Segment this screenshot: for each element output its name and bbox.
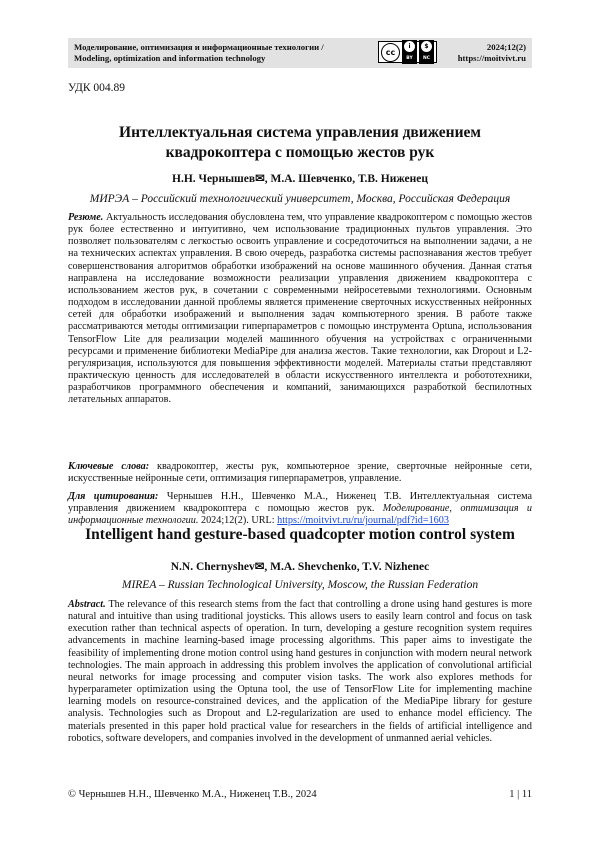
cc-icon: cc (381, 43, 400, 62)
page-footer (68, 789, 532, 800)
citation-label: Для цитирования: (68, 491, 159, 502)
abstract-ru-text: Актуальность исследования обусловлена тем, что управление квадрокоптером с помощью жестов рук более естественно и интуитивно, чем использование традиционных пультов управления. Это позволяет пользователям с легкостью освоить управление и сосредоточиться на выполнении задачи, а не на технических аспектах управления. В свою очередь, разработка системы распознавания жестов требует совершенствования алгоритмов обработки изображений на основе машинного обучения. Данная статья направлена на исследование возможности реализации управления движением квадрокоптера с использованием жестов рук, в сочетании с современными нейросетевыми технологиями. Основным подходом в исследовании данной проблемы является применение сверточных искусственных нейронных сетей для обработки изображений и выполнения задач компьютерного зрения. В работе также рассматриваются методы оптимизации гиперпараметров с помощью инструмента Optuna, использования TensorFlow Lite для реализации моделей машинного обучения на устройствах с ограниченными ресурсами и применение библиотеки MediaPipe для анализа жестов. Такие технологии, как Dropout и L2-регуляризация, используются для повышения эффективности моделей. Материалы статьи представляют практическую ценность для исследователей в области искусственного интеллекта и робототехники, разработчиков программного обеспечения и компаний, занимающихся разработкой беспилотных летательных аппаратов. (68, 212, 532, 406)
abstract-ru (68, 212, 532, 407)
nc-label: NC (422, 56, 431, 61)
copyright: © Чернышев Н.Н., Шевченко М.А., Ниженец Т.В., 2024 (68, 789, 317, 800)
authors-en (68, 559, 532, 573)
citation-journal: Моделирование, оптимизация и информационные технологии. (68, 503, 532, 527)
issue-number: 2024;12(2) (486, 42, 526, 52)
nc-icon: $ (420, 40, 433, 53)
affiliation-ru: МИРЭА – Российский технологический университет, Москва, Российская Федерация (89, 193, 511, 205)
by-icon: i (403, 40, 416, 53)
citation-issue: 2024;12(2). URL: (200, 515, 275, 527)
affiliation-en: MIREA – Russian Technological University, Moscow, the Russian Federation (121, 579, 479, 591)
citation-url-link[interactable]: https://moitvivt.ru/ru/journal/pdf?id=1603 (277, 515, 449, 527)
keywords-ru (68, 461, 532, 485)
keywords-label: Ключевые слова: (68, 461, 150, 472)
authors-ru (68, 171, 532, 185)
citation-text: Чернышев Н.Н., Шевченко М.А., Ниженец Т.В. Интеллектуальная система управления движением квадрокоптера с помощью жестов рук. (68, 491, 533, 515)
abstract-ru-label: Резюме. (68, 212, 104, 223)
journal-name-en: Modeling, optimization and information technology (74, 53, 266, 63)
keywords-text: квадрокоптер, жесты рук, компьютерное зрение, сверточные нейронные сети, искусственные нейронные сети, оптимизация гиперпараметров, управление. (68, 461, 532, 485)
page-number: 1 | 11 (509, 789, 532, 800)
journal-name-ru: Моделирование, оптимизация и информационные технологии / (74, 42, 324, 52)
abstract-en-label: Abstract. (68, 599, 106, 610)
udk-code: УДК 004.89 (68, 82, 125, 94)
journal-name (74, 42, 374, 64)
title-en: Intelligent hand gesture-based quadcopter motion control system (85, 526, 515, 543)
authors-en-text: N.N. Chernyshev✉, M.A. Shevchenko, T.V. Nizhenec (170, 561, 430, 573)
authors-ru-text: Н.Н. Чернышев✉, М.А. Шевченко, Т.В. Ниженец (172, 173, 428, 185)
cc-license-badge[interactable] (378, 41, 437, 63)
abstract-en-text: The relevance of this research stems from the fact that controlling a drone using hand gestures is more natural and intuitive than using traditional joysticks. This allows users to easily learn control and focus on task execution rather than technical aspects of operation. In turn, developing a gesture recognition system requires advancements in machine learning-based image processing algorithms. This paper aims to investigate the feasibility of implementing drone motion control using hand gestures in conjunction with modern neural network technologies. The main approach in addressing this problem involves the application of convolutional artificial neural networks for image processing and computer vision tasks. The work also explores methods for hyperparameter optimization using the Optuna tool, the use of TensorFlow Lite for implementing machine learning models on resource-constrained devices, and the application of the MediaPipe library for gesture analysis. Technologies such as Dropout and L2-regularization are used to enhance model efficiency. The materials presented in this paper hold practical value for researchers in the fields of artificial intelligence and robotics, software developers, and companies involved in the development of unmanned aerial vehicles. (68, 599, 532, 744)
journal-url[interactable]: https://moitvivt.ru (457, 53, 526, 63)
journal-header (68, 38, 532, 68)
title-ru: Интеллектуальная система управления движением квадрокоптера с помощью жестов рук (119, 124, 481, 161)
citation-ru (68, 491, 532, 527)
by-label: BY (406, 56, 413, 61)
abstract-en (68, 599, 532, 745)
